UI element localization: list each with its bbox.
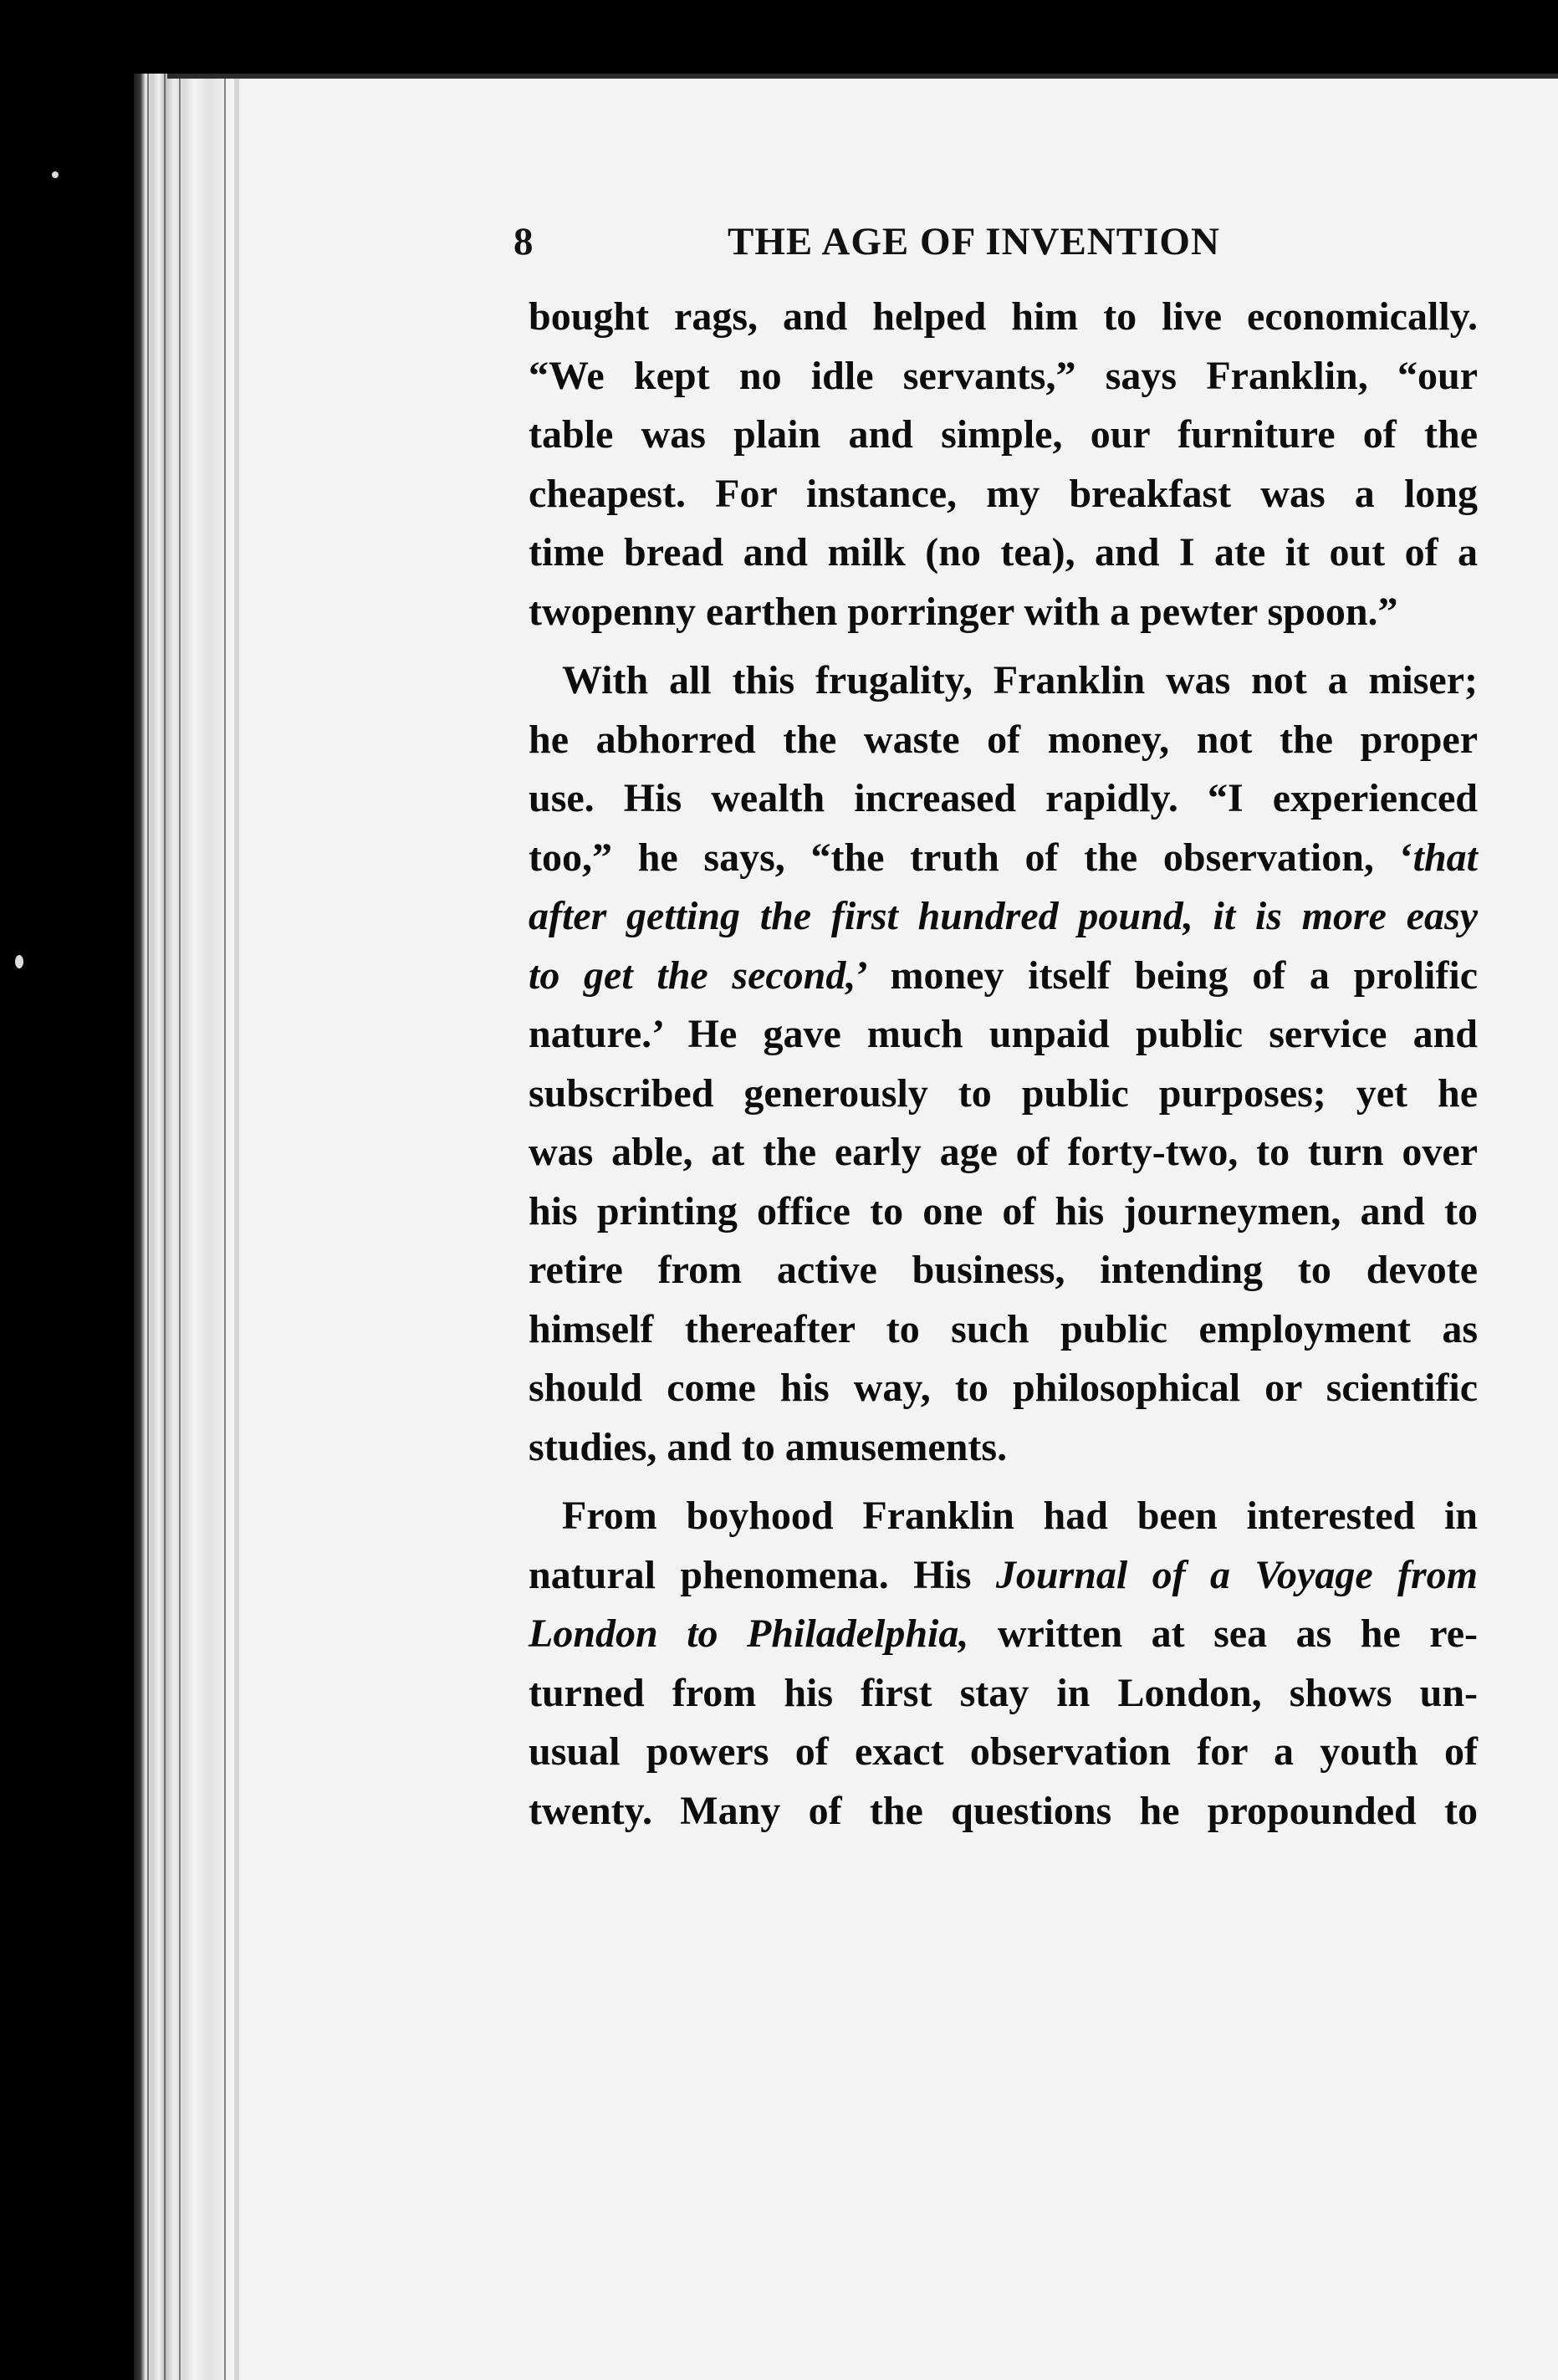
- text-line: [529, 288, 1478, 347]
- text-segment: himself thereafter to such public employment as: [529, 1306, 1478, 1351]
- text-line: [529, 1418, 1478, 1478]
- text-line: [529, 1182, 1478, 1242]
- italic-text: after getting the first hundred pound, it is more easy: [529, 894, 1478, 938]
- text-line: [529, 1605, 1478, 1664]
- text-line: [529, 406, 1478, 465]
- text-segment: ’ money itself being of a prolific: [856, 953, 1478, 998]
- text-line: [529, 1359, 1478, 1418]
- text-line: [529, 347, 1478, 406]
- text-segment: subscribed generously to public purposes; yet he: [529, 1070, 1478, 1116]
- paragraph-gap: [529, 1477, 1478, 1487]
- text-line: [529, 1005, 1478, 1065]
- page-top-edge: [167, 74, 1558, 79]
- text-segment: table was plain and simple, our furniture of the: [529, 412, 1478, 457]
- text-line: [529, 947, 1478, 1006]
- text-segment: retire from active business, intending to devote: [529, 1248, 1478, 1292]
- running-title: THE AGE OF INVENTION: [728, 220, 1220, 263]
- paragraph-gap: [529, 641, 1478, 651]
- italic-text: that: [1412, 835, 1478, 880]
- text-line: [529, 769, 1478, 829]
- text-segment: he abhorred the waste of money, not the proper: [529, 717, 1478, 762]
- scan-top-border: [0, 0, 1558, 74]
- text-line: [529, 1487, 1478, 1546]
- text-line: [529, 711, 1478, 770]
- text-segment: too,” he says, “the truth of the observation, ‘: [529, 835, 1413, 880]
- text-line: [529, 1664, 1478, 1724]
- text-line: [529, 1241, 1478, 1300]
- page-fold: [234, 74, 239, 2380]
- text-segment: his printing office to one of his journeymen, and to: [529, 1188, 1478, 1233]
- text-segment: should come his way, to philosophical or scientific: [529, 1366, 1478, 1410]
- text-line: [529, 465, 1478, 524]
- running-header: [513, 219, 1350, 269]
- text-segment: twenty. Many of the questions he propounded to: [529, 1788, 1478, 1833]
- text-line: [529, 1723, 1478, 1782]
- text-segment: cheapest. For instance, my breakfast was a long: [529, 471, 1478, 516]
- text-segment: From boyhood Franklin had been interested in: [562, 1494, 1478, 1538]
- text-segment: “We kept no idle servants,” says Franklin, “our: [529, 353, 1478, 398]
- text-segment: was able, at the early age of forty-two, to turn over: [529, 1130, 1478, 1174]
- gutter-line: [164, 74, 166, 2380]
- italic-text: Journal of a Voyage from: [995, 1552, 1478, 1597]
- text-line: [529, 523, 1478, 583]
- text-line: [529, 1546, 1478, 1606]
- text-segment: usual powers of exact observation for a youth of: [529, 1729, 1478, 1774]
- text-segment: With all this frugality, Franklin was not a miser;: [562, 658, 1478, 702]
- text-line: [529, 1123, 1478, 1182]
- text-line: [529, 651, 1478, 711]
- gutter-line: [224, 74, 226, 2380]
- text-segment: nature.’ He gave much unpaid public service and: [529, 1012, 1478, 1056]
- scan-speck: [15, 955, 23, 968]
- book-gutter: [134, 74, 234, 2380]
- page-number: 8: [513, 220, 534, 263]
- scan-left-border: [0, 0, 134, 2380]
- italic-text: to get the second,: [529, 953, 856, 998]
- text-line: [529, 887, 1478, 947]
- text-segment: bought rags, and helped him to live economically.: [529, 294, 1478, 339]
- text-segment: natural phenomena. His: [529, 1552, 996, 1597]
- text-segment: written at sea as he re-: [968, 1611, 1478, 1656]
- text-line: [529, 829, 1478, 888]
- scan-speck: [52, 171, 59, 178]
- italic-text: London to Philadelphia,: [529, 1611, 969, 1656]
- text-line: [529, 1300, 1478, 1360]
- body-text: [529, 288, 1478, 1841]
- text-line: [529, 1065, 1478, 1124]
- text-segment: studies, and to amusements.: [529, 1424, 1008, 1469]
- gutter-line: [179, 74, 181, 2380]
- text-segment: twopenny earthen porringer with a pewter spoon.”: [529, 589, 1398, 634]
- text-line: [529, 1782, 1478, 1841]
- text-line: [529, 583, 1478, 642]
- gutter-line: [147, 74, 149, 2380]
- text-segment: turned from his first stay in London, shows un-: [529, 1670, 1478, 1715]
- text-segment: use. His wealth increased rapidly. “I experienced: [529, 776, 1478, 820]
- text-segment: time bread and milk (no tea), and I ate it out of a: [529, 530, 1478, 575]
